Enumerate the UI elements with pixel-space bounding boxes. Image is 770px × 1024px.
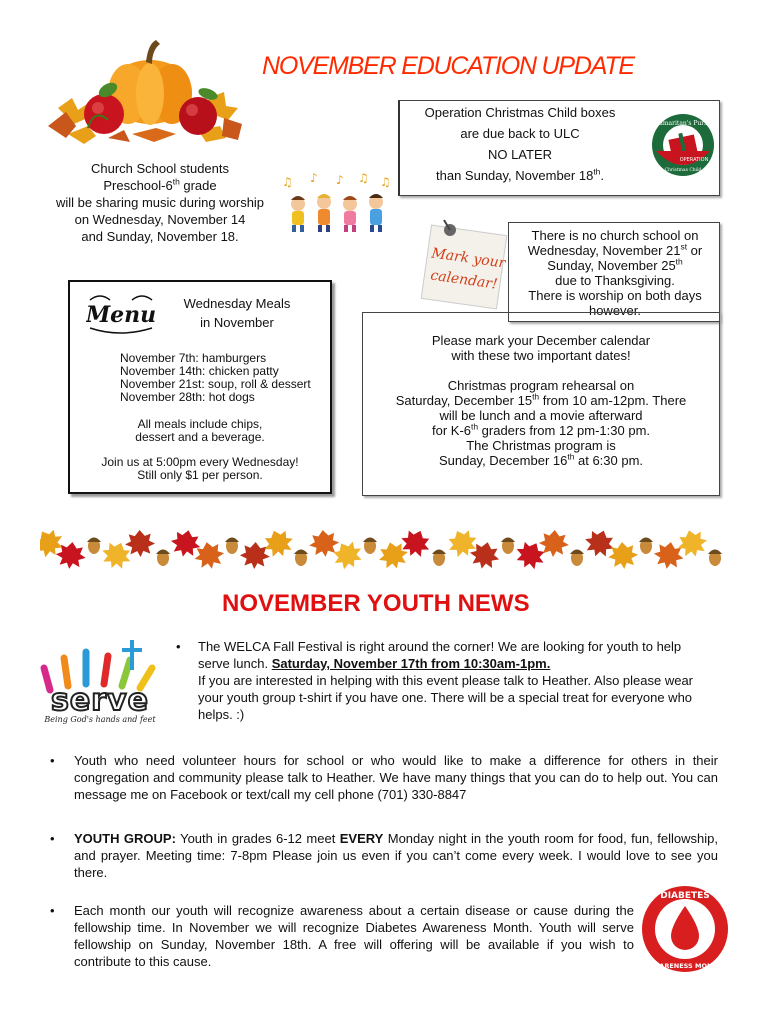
svg-text:♫: ♫ <box>282 175 293 189</box>
december-line: Sunday, December 16th at 6:30 pm. <box>438 451 644 468</box>
leaf-icon <box>125 529 156 557</box>
youth-bullet-welca <box>176 638 716 723</box>
occ-line: Operation Christmas Child boxes <box>424 105 616 120</box>
samaritan-top-text: Samaritan's Purse <box>655 120 711 127</box>
acorn-icon <box>639 538 653 555</box>
menu-logo-text: Menu <box>86 302 156 328</box>
occ-line: are due back to ULC <box>460 126 580 141</box>
mark-your-calendar-note <box>420 218 508 310</box>
note-line: calendar! <box>429 267 499 293</box>
bullet-text: If you are interested in helping with this event please talk to Heather. Also please wear your youth group t-shirt if you have one. There will be a special treat for everyone who helps. :) <box>198 673 694 722</box>
diabetes-awareness-logo <box>640 884 730 974</box>
church-school-line: Church School students <box>90 161 230 176</box>
bullet-text: Youth in grades 6-12 meet <box>175 831 340 846</box>
acorn-icon <box>225 538 239 555</box>
december-line: for K-6th graders from 12 pm-1:30 pm. <box>431 421 651 438</box>
acorn-icon <box>708 550 722 567</box>
youth-group-label: YOUTH GROUP: <box>74 831 176 846</box>
leaf-icon <box>675 527 711 560</box>
samaritan-bottom-text: Christmas Child <box>664 168 702 173</box>
leaf-icon <box>192 539 227 571</box>
menu-items-list <box>120 352 330 404</box>
church-school-line: will be sharing music during worship <box>55 195 265 210</box>
occ-announcement <box>400 102 640 186</box>
church-school-announcement <box>40 160 280 245</box>
svg-text:♪: ♪ <box>310 172 318 185</box>
menu-heading <box>162 294 312 332</box>
acorn-icon <box>294 550 308 567</box>
acorn-icon <box>570 550 584 567</box>
december-line: Christmas program rehearsal on <box>447 378 635 393</box>
autumn-leaves-border <box>40 520 730 576</box>
menu-extras <box>72 418 328 444</box>
december-line: with these two important dates! <box>451 348 631 363</box>
bullet-text: Each month our youth will recognize awareness about a certain disease or cause during the fellowship time. In November we will recognize Diabetes Awareness Month. Youth will serve fellowship on Sunday, November 18th. A free will offering will be available if you wish to contribute to this cause. <box>74 903 634 969</box>
menu-item: November 21st: soup, roll & dessert <box>120 377 311 391</box>
acorn-icon <box>363 538 377 555</box>
bullet-icon: • <box>176 639 181 654</box>
no-school-line: Wednesday, November 21st or <box>527 241 703 258</box>
december-announcement <box>364 333 718 468</box>
church-school-line: Preschool-6th grade <box>103 176 217 193</box>
menu-join-note <box>72 456 328 482</box>
leaf-icon <box>239 541 270 570</box>
youth-bullet-group <box>50 830 718 881</box>
note-line: Mark your <box>430 245 507 272</box>
svg-text:♫: ♫ <box>380 175 391 189</box>
no-school-announcement <box>512 228 718 318</box>
no-school-line: There is no church school on <box>531 228 699 243</box>
bullet-text: Monday night in the youth room for food, fun, fellowship, and prayer. Meeting time: 7-8pm Please join us even if you can’t come every week. I would love to see you there. <box>74 831 718 880</box>
festival-date: Saturday, November 17th from 10:30am-1pm. <box>271 656 551 671</box>
samaritan-mid-text: OPERATION <box>679 157 709 163</box>
acorn-icon <box>87 538 101 555</box>
every-emphasis: EVERY <box>339 831 384 846</box>
menu-heading-line: in November <box>200 315 274 330</box>
leaf-icon <box>607 541 639 571</box>
youth-bullet-awareness <box>50 902 634 970</box>
leaf-icon <box>652 540 686 571</box>
svg-text:♪: ♪ <box>336 173 344 187</box>
menu-item: November 14th: chicken patty <box>120 364 279 378</box>
menu-join-line: Join us at 5:00pm every Wednesday! <box>101 455 299 469</box>
bullet-text: The WELCA Fall Festival is right around the corner! We are looking for youth to help serve lunch. <box>198 639 682 671</box>
serve-logo <box>38 632 166 724</box>
menu-join-line: Still only $1 per person. <box>137 468 263 482</box>
acorn-icon <box>432 550 446 567</box>
menu-extra-line: dessert and a beverage. <box>135 430 265 444</box>
serve-tagline: Being God's hands and feet <box>44 715 156 724</box>
svg-text:♫: ♫ <box>358 172 369 185</box>
december-line: will be lunch and a movie afterward <box>439 408 643 423</box>
church-school-line: on Wednesday, November 14 <box>74 212 246 227</box>
bullet-icon: • <box>50 831 55 846</box>
serve-word: serve <box>51 683 149 718</box>
leaf-icon <box>375 539 411 573</box>
bullet-icon: • <box>50 753 55 768</box>
december-line: Saturday, December 15th from 10 am-12pm. There <box>395 391 687 408</box>
youth-bullet-volunteer <box>50 752 718 803</box>
menu-item: November 7th: hamburgers <box>120 351 267 365</box>
acorn-icon <box>501 538 515 555</box>
leaf-icon <box>168 527 203 560</box>
december-line: The Christmas program is <box>466 438 616 453</box>
menu-logo <box>86 290 156 336</box>
diabetes-bottom-text: AWARENESS MONTH <box>647 962 723 970</box>
menu-heading-line: Wednesday Meals <box>183 296 291 311</box>
no-school-line: There is worship on both days <box>528 288 702 303</box>
bullet-text: Youth who need volunteer hours for school or who would like to make a difference for others in their congregation and community please talk to Heather. We have many things that you can do to help out. You can message me on Facebook or text/call my cell phone (701) 330-8847 <box>74 753 718 802</box>
no-school-line: due to Thanksgiving. <box>555 273 675 288</box>
acorn-icon <box>156 550 170 567</box>
autumn-pumpkin-illustration <box>48 38 246 150</box>
church-school-line: and Sunday, November 18. <box>81 229 239 244</box>
occ-line: than Sunday, November 18th. <box>436 166 604 183</box>
leaf-icon <box>467 539 502 572</box>
occ-line: NO LATER <box>487 147 553 162</box>
samaritans-purse-logo <box>650 105 716 185</box>
menu-extra-line: All meals include chips, <box>137 417 263 431</box>
youth-news-title: NOVEMBER YOUTH NEWS <box>222 590 530 617</box>
menu-item: November 28th: hot dogs <box>120 390 255 404</box>
no-school-line: however. <box>588 303 642 318</box>
singing-kids-clipart <box>280 172 400 234</box>
bullet-icon: • <box>50 903 55 918</box>
december-line: Please mark your December calendar <box>431 333 651 348</box>
diabetes-top-text: DIABETES <box>660 891 710 901</box>
no-school-line: Sunday, November 25th <box>547 256 683 273</box>
page-title: NOVEMBER EDUCATION UPDATE <box>262 52 634 80</box>
